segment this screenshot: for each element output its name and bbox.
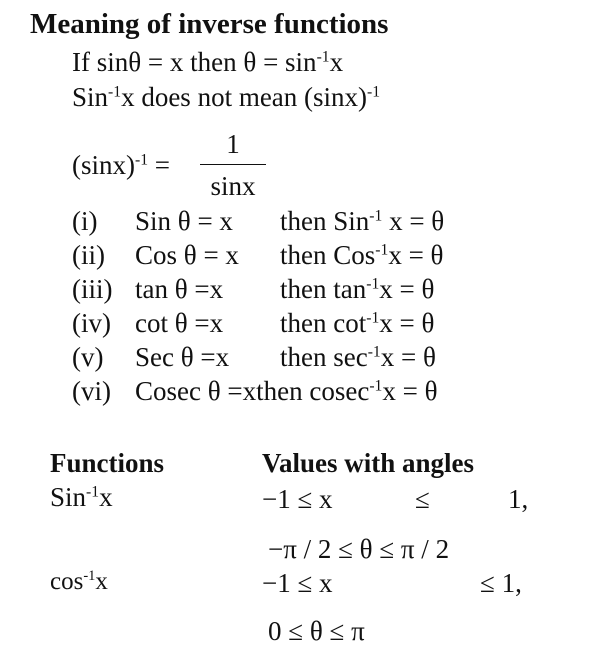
result-text: then Cos: [280, 240, 376, 270]
superscript: -1: [369, 377, 383, 395]
result-text: then Sin: [280, 206, 370, 236]
fraction-bar: [200, 164, 266, 165]
function-tail: x: [99, 482, 113, 512]
intro-line-2-text: Sin: [72, 82, 109, 112]
list-item-number: (vi): [72, 376, 111, 406]
superscript: -1: [108, 83, 122, 101]
result-tail: x = θ: [382, 376, 438, 406]
superscript: -1: [367, 83, 381, 101]
superscript: -1: [367, 343, 381, 361]
result-text: Cosec θ =xthen cosec: [135, 376, 370, 406]
list-item-result: [280, 308, 434, 339]
result-tail: x = θ: [388, 240, 444, 270]
range-lower: −1 ≤ x: [262, 484, 333, 514]
list-item-given: tan θ =x: [135, 274, 224, 304]
angle-range: 0 ≤ θ ≤ π: [268, 616, 365, 646]
list-item-given: cot θ =x: [135, 308, 224, 338]
intro-line-1-tail: x: [329, 47, 344, 77]
superscript: -1: [135, 151, 149, 169]
angle-range: −π / 2 ≤ θ ≤ π / 2: [268, 534, 450, 564]
list-item-number: (ii): [72, 240, 105, 270]
list-item-number: (iv): [72, 308, 111, 338]
intro-line-2-mid: x does not mean (sinx): [121, 82, 368, 112]
function-name: [50, 568, 108, 596]
list-item-result: [280, 274, 434, 305]
list-item-given: Cos θ = x: [135, 240, 239, 270]
result-text: then tan: [280, 274, 367, 304]
function-tail: x: [95, 568, 108, 595]
range-upper: ≤ 1,: [480, 568, 522, 598]
superscript: -1: [369, 207, 383, 225]
list-item-result: [280, 240, 443, 271]
range-upper: 1,: [508, 484, 529, 514]
range-lower: −1 ≤ x: [262, 568, 333, 598]
intro-line-1: [72, 47, 343, 78]
intro-line-1-text: If sinθ = x then θ = sin: [72, 47, 317, 77]
list-item-result: [280, 206, 444, 237]
superscript: -1: [83, 568, 96, 585]
result-text: then cot: [280, 308, 367, 338]
result-text: then sec: [280, 342, 368, 372]
list-item-given: Sin θ = x: [135, 206, 233, 236]
fraction-denominator: sinx: [210, 171, 256, 201]
column-header-values: Values with angles: [262, 448, 475, 478]
result-tail: x = θ: [380, 342, 436, 372]
function-text: Sin: [50, 482, 87, 512]
fraction-numerator: 1: [226, 129, 240, 159]
fraction-lhs-text: (sinx): [72, 150, 135, 180]
result-tail: x = θ: [379, 308, 435, 338]
list-item-given: Sec θ =x: [135, 342, 230, 372]
intro-line-2: [72, 82, 380, 113]
superscript: -1: [366, 275, 380, 293]
page-title: Meaning of inverse functions: [30, 8, 389, 40]
function-text: cos: [50, 568, 84, 595]
superscript: -1: [375, 241, 389, 259]
superscript: -1: [316, 48, 330, 66]
list-item-number: (i): [72, 206, 98, 236]
result-tail: x = θ: [382, 206, 445, 236]
list-item-number: (v): [72, 342, 104, 372]
list-item-number: (iii): [72, 274, 113, 304]
function-name: [50, 482, 113, 513]
column-header-functions: Functions: [50, 448, 165, 478]
list-item-result: [280, 342, 436, 373]
range-le: ≤: [415, 484, 430, 514]
superscript: -1: [86, 483, 100, 501]
equals-sign: =: [148, 150, 171, 180]
superscript: -1: [366, 309, 380, 327]
list-item-full: [135, 376, 438, 407]
fraction-lhs: [72, 150, 170, 181]
fraction: [200, 128, 266, 201]
result-tail: x = θ: [379, 274, 435, 304]
